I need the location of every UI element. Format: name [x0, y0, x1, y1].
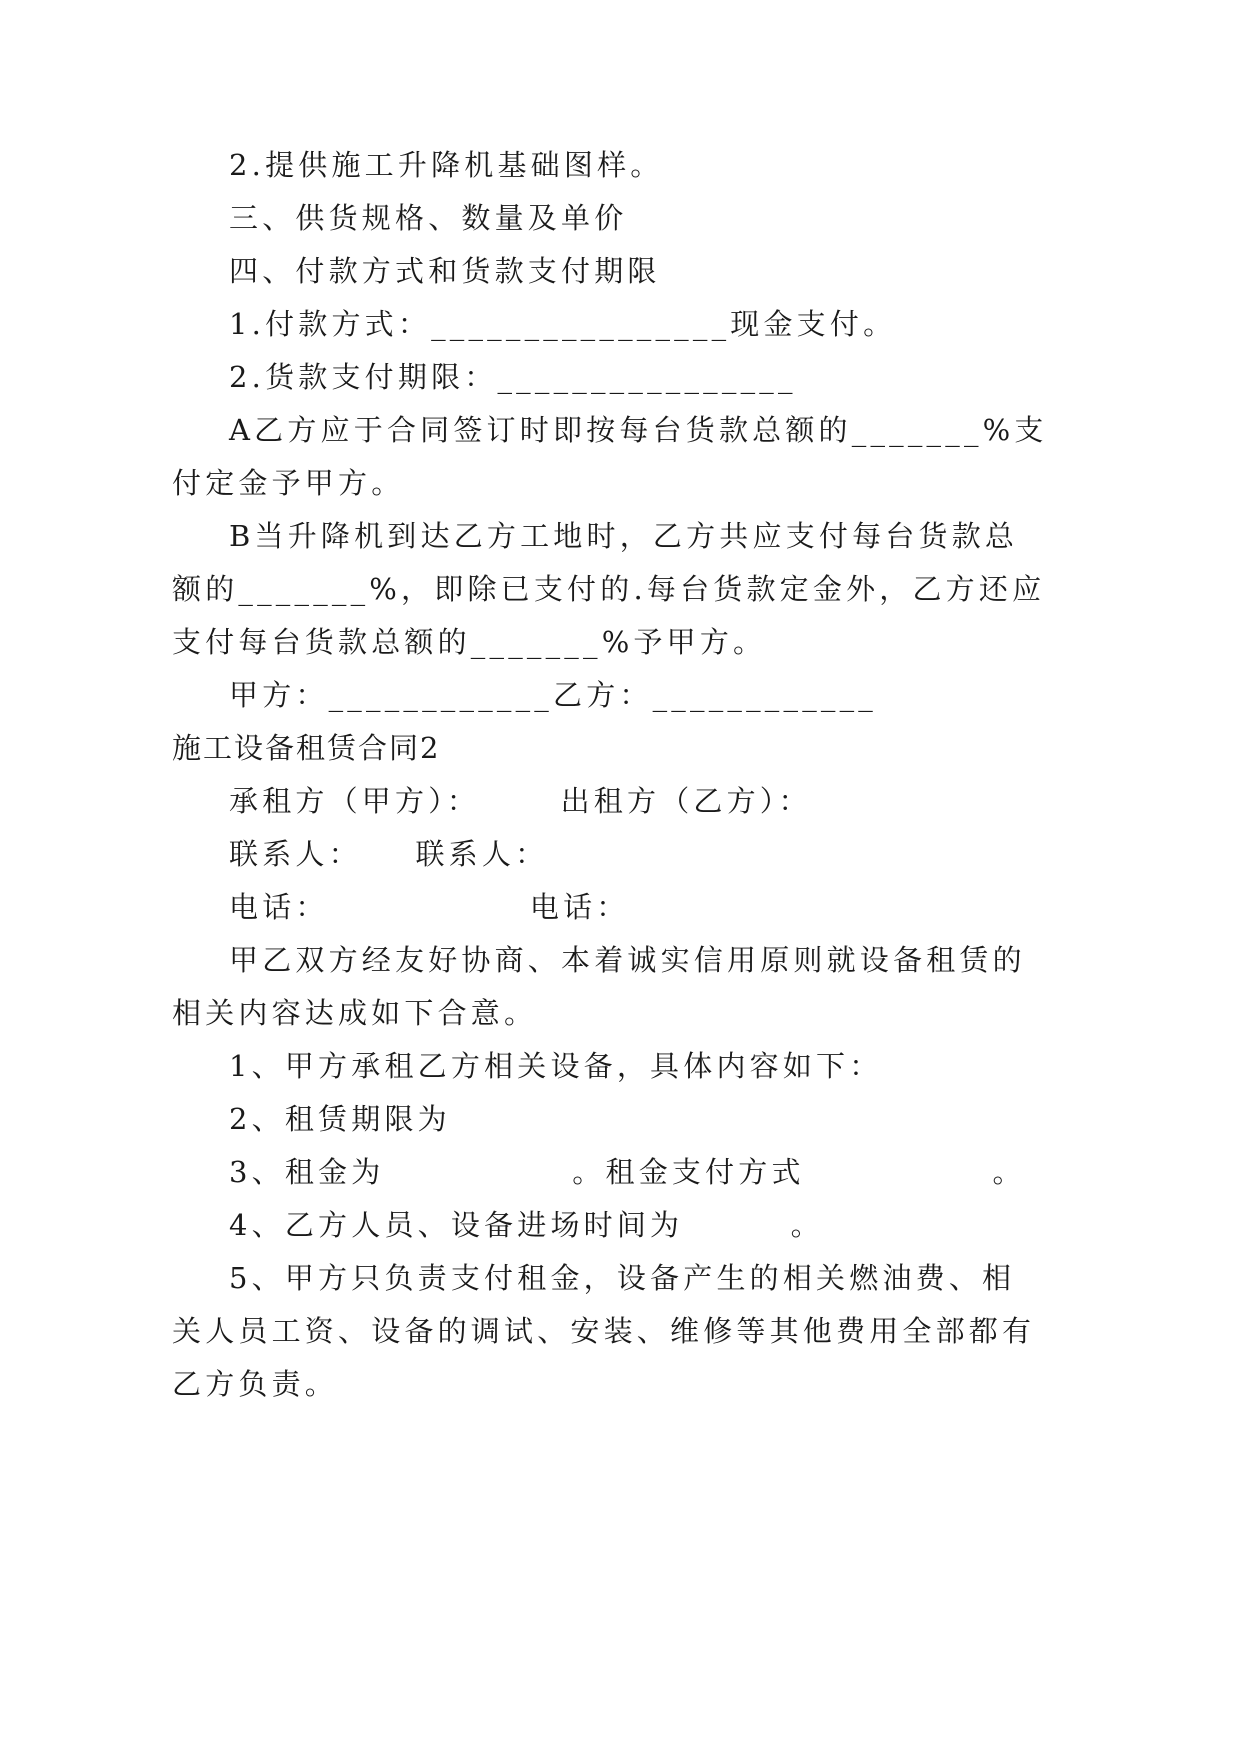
text-line: 相关内容达成如下合意。 [172, 996, 538, 1030]
clause-2: 2、租赁期限为 [229, 1102, 451, 1136]
phone-line: 电话： 电话： [229, 890, 630, 924]
text-line: 乙方负责。 [172, 1367, 339, 1401]
clause-1: 1、甲方承租乙方相关设备，具体内容如下： [229, 1049, 883, 1083]
party-line: 承租方（甲方）： 出租方（乙方）： [229, 784, 812, 818]
text-line: 关人员工资、设备的调试、安装、维修等其他费用全部都有 [172, 1314, 1036, 1348]
contract-title: 施工设备租赁合同2 [172, 731, 441, 765]
section-heading-4: 四、付款方式和货款支付期限 [229, 254, 661, 288]
clause-5: 5、甲方只负责支付租金，设备产生的相关燃油费、相 [229, 1261, 1016, 1295]
clause-4: 4、乙方人员、设备进场时间为 。 [229, 1208, 824, 1242]
text-line: 付定金予甲方。 [172, 466, 405, 500]
text-line: 2.提供施工升降机基础图样。 [229, 148, 664, 182]
signature-line: 甲方：____________乙方：____________ [229, 678, 878, 712]
text-line: B当升降机到达乙方工地时，乙方共应支付每台货款总 [229, 519, 1019, 553]
contact-line: 联系人： 联系人： [229, 837, 549, 871]
text-line: 额的_______%，即除已支付的.每台货款定金外，乙方还应 [172, 572, 1046, 606]
text-line: 甲乙双方经友好协商、本着诚实信用原则就设备租赁的 [229, 943, 1026, 977]
text-line: 支付每台货款总额的_______%予甲方。 [172, 625, 767, 659]
section-heading-3: 三、供货规格、数量及单价 [229, 201, 628, 235]
text-line: 1.付款方式：________________现金支付。 [229, 307, 897, 341]
text-line: A乙方应于合同签订时即按每台货款总额的_______%支 [229, 413, 1048, 447]
text-line: 2.货款支付期限：________________ [229, 360, 797, 394]
clause-3: 3、租金为 。租金支付方式 。 [229, 1155, 1026, 1189]
